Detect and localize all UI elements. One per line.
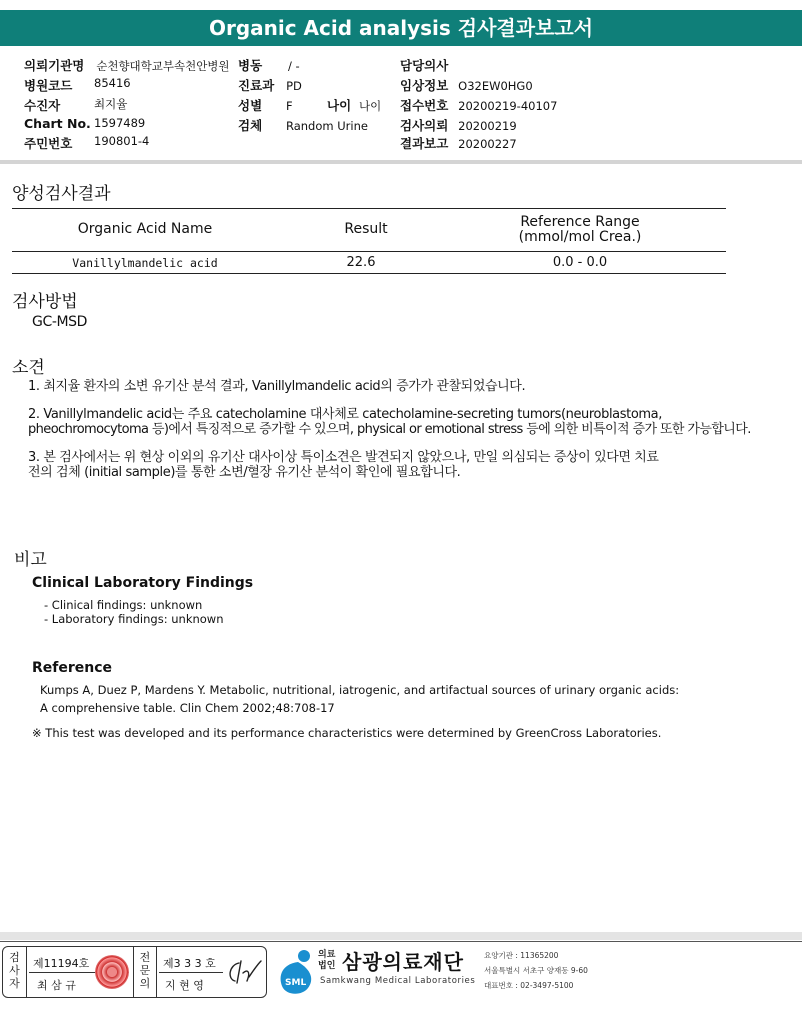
institution-code: 요양기관 : 11365200 bbox=[484, 951, 559, 960]
header-dept bbox=[238, 76, 302, 94]
sml-logo-icon bbox=[272, 946, 322, 998]
header-clinical-info bbox=[400, 76, 533, 94]
header-age bbox=[327, 96, 381, 114]
phone-number: 대표번호 : 02-3497-5100 bbox=[484, 981, 574, 990]
specialist-label bbox=[133, 947, 157, 997]
brand-name-ko: 삼광의료재단 bbox=[342, 950, 464, 974]
brand-caption-1: 의료 bbox=[318, 950, 336, 960]
label-sex: 성별 bbox=[238, 98, 263, 113]
footer-rule bbox=[0, 941, 802, 942]
header-row-2 bbox=[24, 76, 131, 94]
table-header-rule bbox=[12, 251, 726, 252]
reference-title: Reference bbox=[32, 660, 113, 676]
clinical-findings-title: Clinical Laboratory Findings bbox=[32, 575, 254, 591]
table-bottom-rule bbox=[12, 273, 726, 274]
finding-line-4: 3. 본 검사에서는 위 현상 이외의 유기산 대사이상 특이소견은 발견되지 않았으나, 만일 의심되는 증상이 있다면 치료 bbox=[28, 450, 659, 465]
value-request-date: 20200219 bbox=[458, 119, 517, 133]
positive-section-title: 양성검사결과 bbox=[12, 184, 111, 204]
address: 서울특별시 서초구 양재동 9-60 bbox=[484, 966, 588, 975]
col-header-reference-2: (mmol/mol Crea.) bbox=[518, 229, 642, 245]
col-header-name: Organic Acid Name bbox=[77, 221, 213, 237]
value-clinical-info: O32EW0HG0 bbox=[458, 79, 533, 93]
finding-line-3: pheochromocytoma 등)에서 특징적으로 증가할 수 있으며, physical or emotional stress 등에 의한 비특이적 증가 또한 가능합니다. bbox=[28, 422, 751, 437]
header-request-date bbox=[400, 116, 517, 134]
col-header-reference bbox=[490, 215, 670, 245]
handwritten-signature-icon bbox=[225, 957, 263, 987]
value-specimen: Random Urine bbox=[285, 119, 368, 133]
header-doctor bbox=[400, 56, 454, 74]
label-doctor: 담당의사 bbox=[400, 58, 449, 73]
value-sex: F bbox=[285, 99, 293, 113]
finding-line-5: 전의 검체 (initial sample)를 통한 소변/혈장 유기산 분석이 확인에 필요합니다. bbox=[28, 465, 461, 480]
brand-caption-2: 법인 bbox=[318, 961, 336, 971]
header-row-3 bbox=[24, 96, 128, 114]
col-header-result: Result bbox=[344, 221, 388, 237]
footer-band bbox=[0, 932, 802, 940]
specialist-divider bbox=[159, 972, 223, 973]
tester-label-char: 검 bbox=[9, 951, 20, 964]
label-patient: 수진자 bbox=[24, 98, 61, 113]
label-request-date: 검사의뢰 bbox=[400, 118, 449, 133]
value-ward: / - bbox=[287, 59, 300, 73]
label-institution: 의뢰기관명 bbox=[24, 58, 85, 73]
official-seal-icon bbox=[95, 955, 129, 989]
logo-text: SML bbox=[285, 978, 307, 988]
value-institution: 순천향대학교부속천안병원 bbox=[96, 59, 230, 73]
header-row-4 bbox=[24, 116, 146, 131]
method-title: 검사방법 bbox=[12, 292, 78, 312]
finding-line-2: 2. Vanillylmandelic acid는 주요 catecholamine 대사체로 catecholamine-secreting tumors(neuroblastoma, bbox=[28, 407, 662, 422]
tester-label-char: 자 bbox=[9, 977, 20, 990]
label-report-date: 결과보고 bbox=[400, 136, 449, 151]
label-clinical-info: 임상정보 bbox=[400, 78, 449, 93]
label-ward: 병동 bbox=[238, 58, 263, 73]
finding-line-1: 1. 최지율 환자의 소변 유기산 분석 결과, Vanillylmandelic acid의 증가가 관찰되었습니다. bbox=[28, 379, 526, 394]
clinical-findings-item: - Clinical findings: unknown bbox=[44, 598, 203, 612]
report-title: Organic Acid analysis 검사결과보고서 bbox=[0, 10, 802, 46]
signature-box bbox=[2, 946, 267, 998]
header-ward bbox=[238, 56, 300, 74]
specialist-label-char: 의 bbox=[139, 977, 151, 990]
value-resident-no: 190801-4 bbox=[94, 134, 150, 148]
col-header-reference-1: Reference Range bbox=[520, 214, 640, 230]
label-receipt: 접수번호 bbox=[400, 98, 449, 113]
label-resident-no: 주민번호 bbox=[24, 136, 73, 151]
table-top-rule bbox=[12, 208, 726, 209]
label-chart-no: Chart No. bbox=[24, 116, 91, 131]
value-receipt: 20200219-40107 bbox=[458, 99, 558, 113]
brand-caption bbox=[318, 950, 335, 972]
header-row-5 bbox=[24, 134, 150, 152]
cell-result: 22.6 bbox=[346, 255, 376, 270]
header-sex bbox=[238, 96, 293, 114]
value-age: 나이 bbox=[358, 99, 382, 113]
header-row-1 bbox=[24, 56, 230, 74]
tester-name: 최 삼 규 bbox=[37, 979, 76, 992]
value-hospital-code: 85416 bbox=[94, 76, 131, 90]
specialist-license-no: 제3 3 3 호 bbox=[163, 957, 216, 970]
brand-name-en: Samkwang Medical Laboratories bbox=[320, 976, 476, 986]
specialist-label-char: 문 bbox=[139, 964, 151, 977]
value-dept: PD bbox=[286, 79, 302, 93]
header-report-date bbox=[400, 134, 517, 152]
laboratory-findings-item: - Laboratory findings: unknown bbox=[44, 612, 224, 626]
cell-range: 0.0 - 0.0 bbox=[552, 255, 608, 270]
label-specimen: 검체 bbox=[238, 118, 263, 133]
tester-label bbox=[3, 947, 27, 997]
label-age: 나이 bbox=[327, 98, 352, 113]
tester-license-no: 제11194호 bbox=[33, 957, 90, 970]
specialist-label-char: 전 bbox=[139, 951, 151, 964]
value-chart-no: 1597489 bbox=[94, 116, 146, 130]
reference-line-1: Kumps A, Duez P, Mardens Y. Metabolic, nutritional, iatrogenic, and artifactual sources of urinary organic acids: bbox=[40, 683, 680, 697]
label-dept: 진료과 bbox=[238, 78, 275, 93]
cell-acid-name: Vanillylmandelic acid bbox=[72, 256, 218, 270]
remarks-title: 비고 bbox=[14, 550, 47, 570]
specialist-name: 지 현 영 bbox=[165, 979, 204, 992]
findings-title: 소견 bbox=[12, 358, 45, 378]
header-specimen bbox=[238, 116, 368, 134]
method-value: GC-MSD bbox=[32, 314, 88, 330]
reference-line-2: A comprehensive table. Clin Chem 2002;48:708-17 bbox=[40, 701, 335, 715]
disclaimer-note: ※ This test was developed and its performance characteristics were determined by GreenCross Laboratories. bbox=[32, 726, 662, 740]
header-receipt bbox=[400, 96, 557, 114]
value-report-date: 20200227 bbox=[458, 137, 517, 151]
label-hospital-code: 병원코드 bbox=[24, 78, 73, 93]
patient-header bbox=[0, 46, 802, 164]
tester-label-char: 사 bbox=[9, 964, 20, 977]
value-patient: 최지율 bbox=[94, 97, 128, 111]
